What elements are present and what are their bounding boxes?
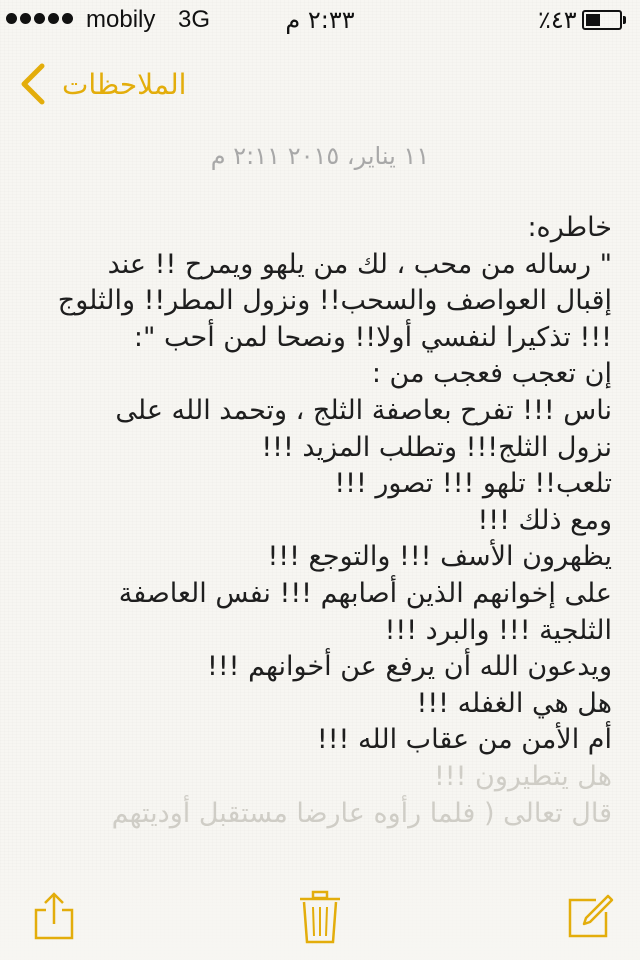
delete-button[interactable] [294, 890, 346, 942]
status-bar [0, 0, 640, 40]
back-button-label: الملاحظات [62, 67, 187, 101]
back-button[interactable] [18, 60, 186, 108]
note-line: " رساله من محب ، لك من يلهو ويمرح !! عند [107, 248, 612, 280]
share-icon [28, 890, 80, 942]
status-time: ٢:٣٣ م [285, 6, 355, 34]
battery-icon [582, 10, 622, 30]
note-line: هل هي الغفله !!! [416, 687, 612, 719]
bottom-toolbar [0, 872, 640, 960]
note-line: إن تعجب فعجب من : [371, 358, 612, 390]
network-type: 3G [178, 6, 211, 33]
note-line: الثلجية !!! والبرد !!! [384, 614, 612, 646]
compose-icon [564, 890, 616, 942]
compose-button[interactable] [564, 890, 616, 942]
note-line: !!! تذكيرا لنفسي أولا!! ونصحا لمن أحب ": [133, 321, 612, 353]
carrier-name: mobily [86, 6, 156, 33]
note-line: يظهرون الأسف !!! والتوجع !!! [267, 541, 612, 573]
note-line: قال تعالى ( فلما رأوه عارضا مستقبل أوديتهم [111, 797, 612, 829]
note-line: تلعب!! تلهو !!! تصور !!! [334, 468, 612, 500]
battery-level-fill [586, 14, 600, 26]
note-line: هل يتطيرون !!! [433, 760, 612, 792]
share-button[interactable] [28, 890, 80, 942]
note-line: إقبال العواصف والسحب!! ونزول المطر!! والثلوج [57, 285, 612, 317]
note-line: خاطره: [527, 212, 612, 243]
note-line: نزول الثلج!!! وتطلب المزيد !!! [261, 431, 612, 463]
note-date: ١١ يناير، ٢٠١٥ ٢:١١ م [210, 142, 430, 170]
trash-icon [294, 890, 346, 946]
note-line: على إخوانهم الذين أصابهم !!! نفس العاصفة [118, 577, 612, 609]
battery-tip [623, 16, 626, 24]
note-line: أم الأمن من عقاب الله !!! [316, 724, 612, 756]
note-body[interactable] [40, 210, 612, 832]
battery-percentage: ٤٣٪ [538, 6, 577, 34]
note-line: ومع ذلك !!! [477, 504, 612, 536]
note-line: ناس !!! تفرح بعاصفة الثلج ، وتحمد الله على [115, 394, 612, 426]
note-line: ويدعون الله أن يرفع عن أخوانهم !!! [207, 651, 612, 683]
chevron-left-icon [18, 62, 48, 106]
